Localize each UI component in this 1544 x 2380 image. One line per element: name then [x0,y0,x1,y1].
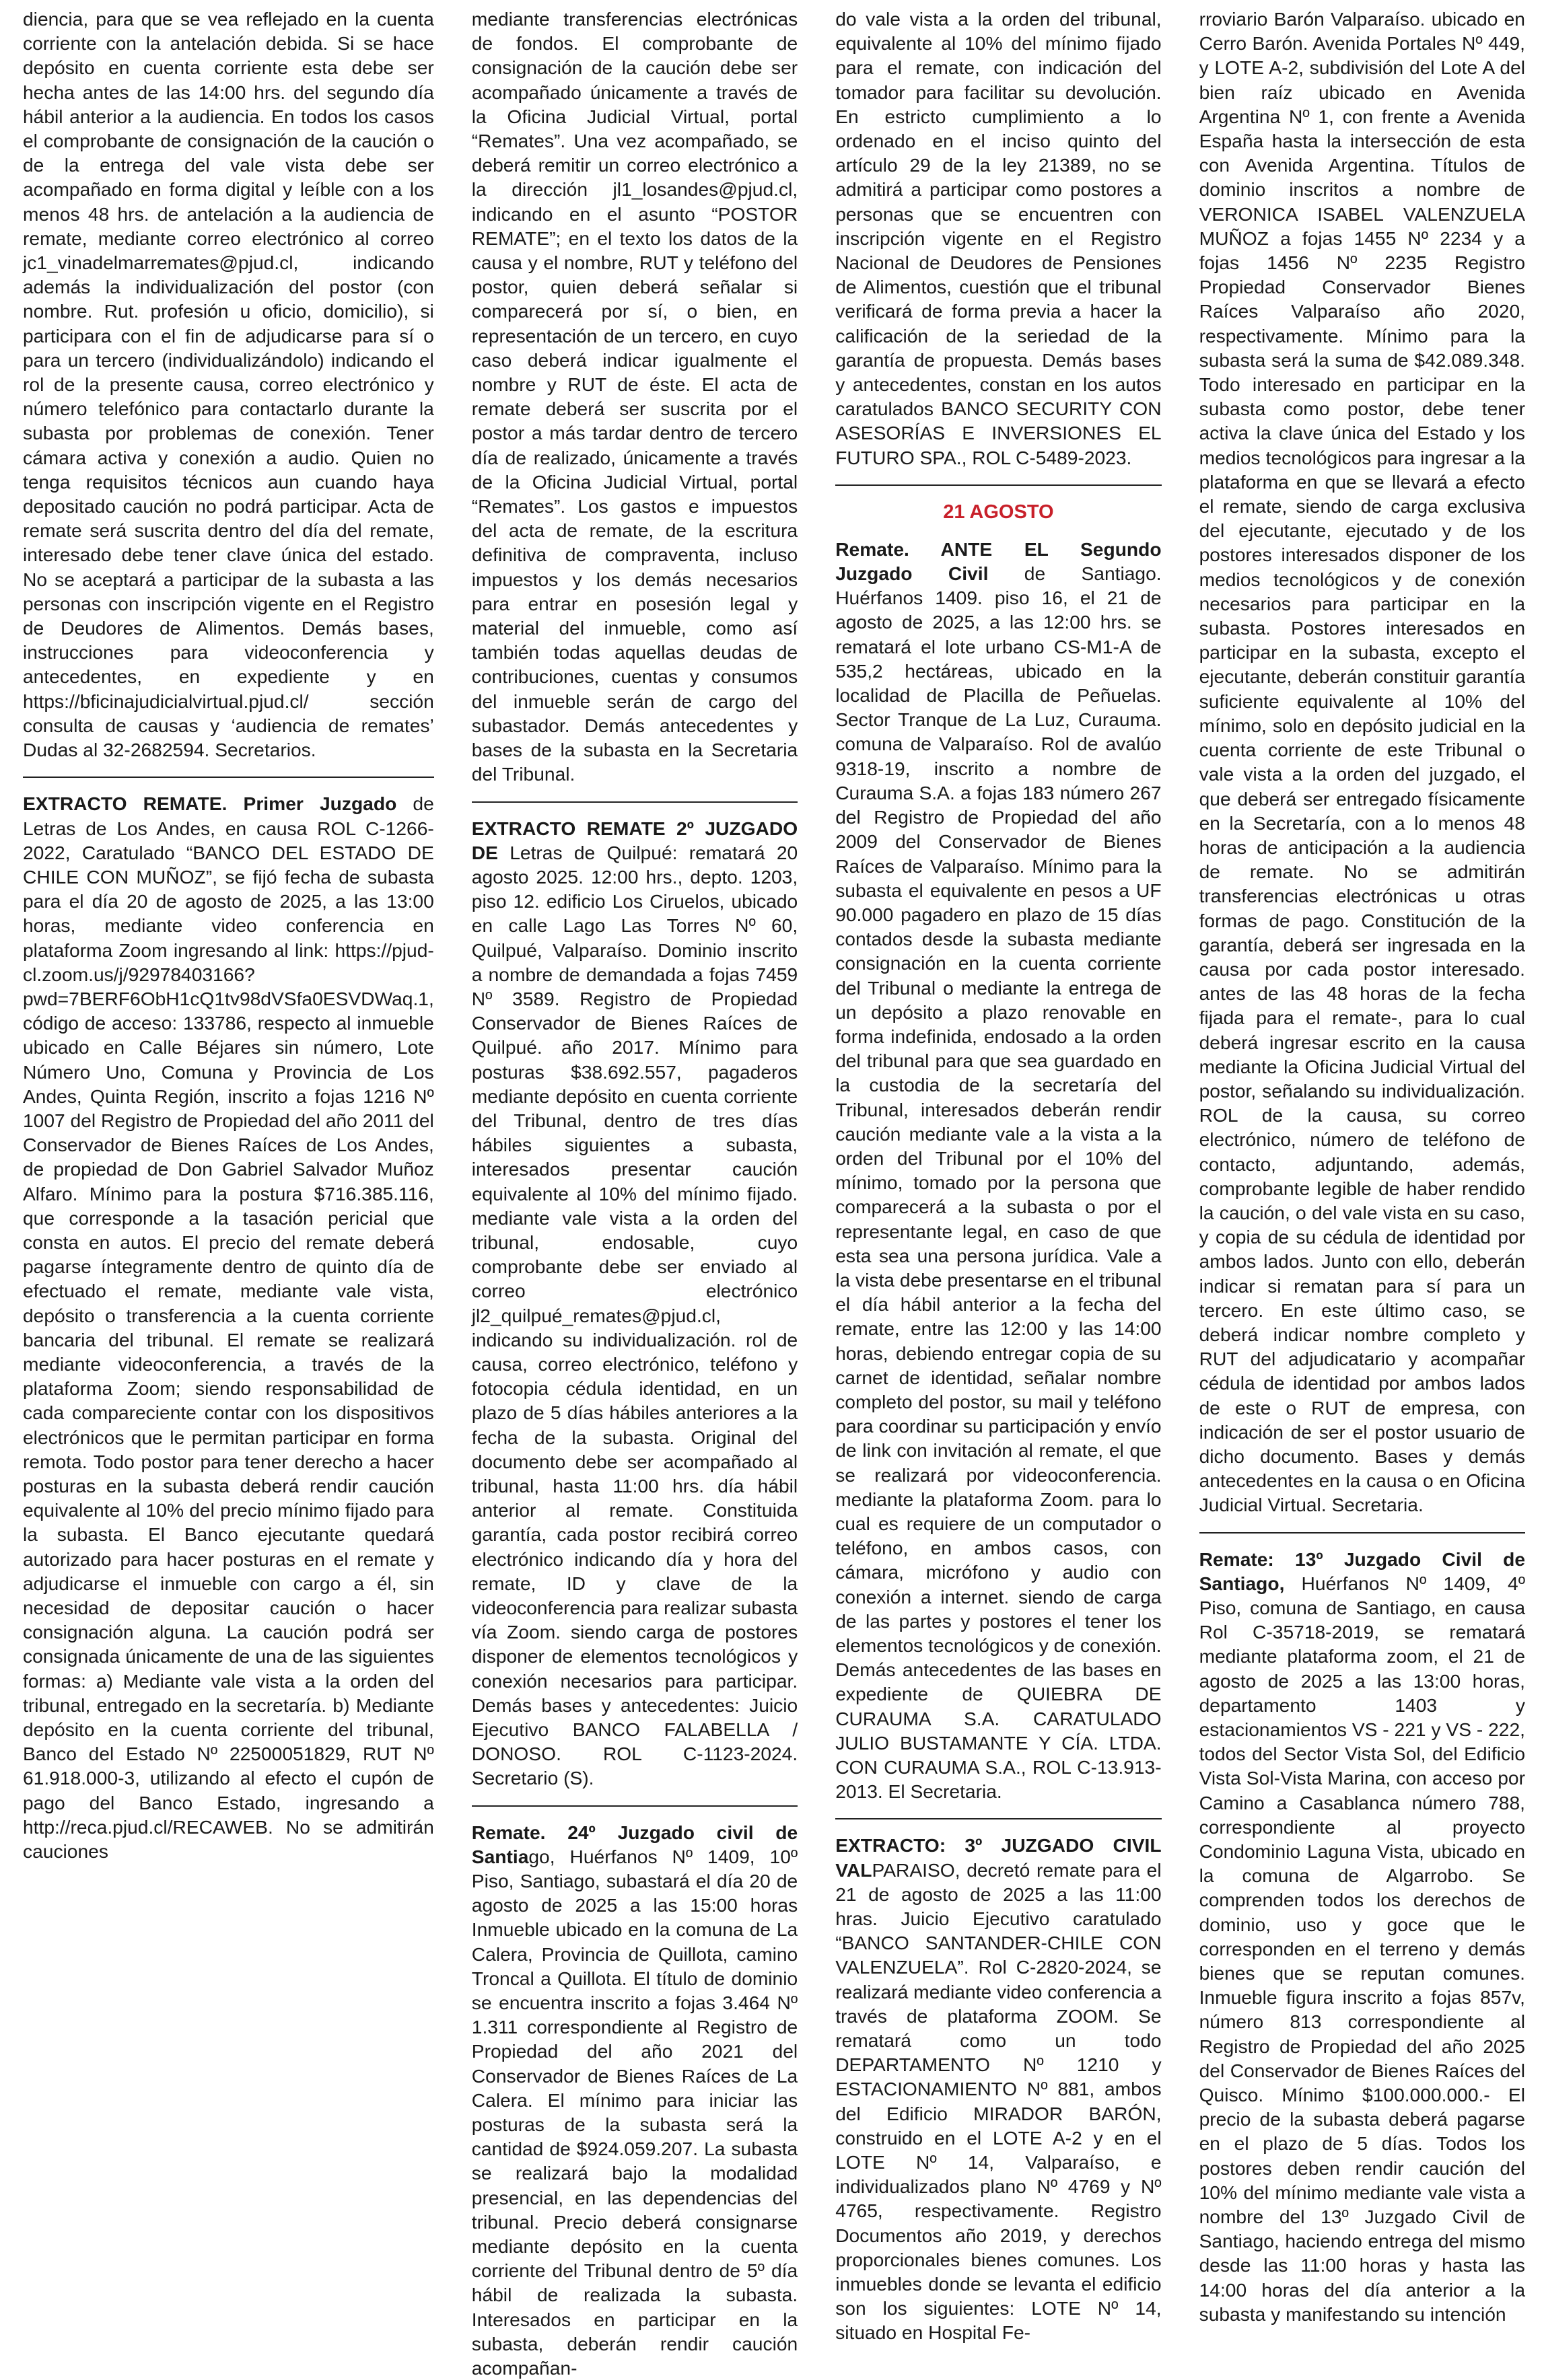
notice-body: de Letras de Los Andes, en causa ROL C-1266-2022, Caratulado “BANCO DEL ESTADO DE CHILE CON MUÑOZ”, se fijó fecha de subasta para el día 20 de agosto de 2025, a las 13:00 horas, mediante video conferencia en plataforma Zoom ingresando al link: https://pjud-cl.zoom.us/j/92978403166?pwd=7BERF6ObH1cQ1tv98dVSfa0ESVDWaq.1, código de acceso: 133786, respecto al inmueble ubicado en Calle Béjares sin número, Lote Número Uno, Comuna y Provincia de Los Andes, Quinta Región, inscrito a fojas 1216 Nº 1007 del Registro de Propiedad del año 2011 del Conservador de Bienes Raíces de Los Andes, de propiedad de Don Gabriel Salvador Muñoz Alfaro. Mínimo para la postura $716.385.116, que corresponde a la tasación pericial que consta en autos. El precio del remate deberá pagarse íntegramente dentro de quinto día de efectuado el remate, mediante vale vista, depósito o transferencia a la cuenta corriente bancaria del tribunal. El remate se realizará mediante videoconferencia, a través de la plataforma Zoom; siendo responsabilidad de cada compareciente contar con los dispositivos electrónicos que le permitan participar en forma remota. Todo postor para tener derecho a hacer posturas en la subasta deberá rendir caución equivalente al 10% del precio mínimo fijado para la subasta. El Banco ejecutante quedará autorizado para hacer posturas en el remate y adjudicarse el inmueble con cargo a él, sin necesidad de depositar caución o hacer consignación alguna. La caución podrá ser consignada únicamente de una de las siguientes formas: a) Mediante vale vista a la orden del tribunal, entregado en la secretaría. b) Mediante depósito en la cuenta corriente del tribunal, Banco del Estado Nº 22500051829, RUT Nº 61.918.000-3, utilizando al efecto el cupón de pago del Banco Estado, ingresando a http://reca.pjud.cl/RECAWEB. No se admitirán cauciones [23,793,434,1863]
notice-divider [1199,1532,1525,1534]
column-4 [1199,7,1525,2325]
notice-divider [472,801,798,803]
notice-body: de Santiago. Huérfanos 1409. piso 16, el 21 de agosto de 2025, a las 12:00 hrs. se rematará el lote urbano CS-M1-A de 535,2 hectáreas, ubicado en la localidad de Placilla de Peñuelas. Sector Tranque de La Luz, Curauma. comuna de Valparaíso. Rol de avalúo 9318-19, inscrito a nombre de Curauma S.A. a fojas 183 número 267 del Registro de Propiedad del año 2009 del Conservador de Bienes Raíces de Valparaíso. Mínimo para la subasta el equivalente en pesos a UF 90.000 pagadero en plazo de 15 días contados desde la subasta mediante consignación en la cuenta corriente del Tribunal o mediante la entrega de un depósito a plazo renovable en forma indefinida, endosado a la orden del tribunal para que sea guardado en la custodia de la secretaría del Tribunal, interesados deberán rendir caución mediante vale a la vista a la orden del Tribunal por el 10% del mínimo, tomado por la persona que comparecerá a la subasta o por el representante legal, en caso de que esta sea una persona jurídica. Vale a la vista debe presentarse en el tribunal el día hábil anterior a la fecha del remate, entre las 12:00 y las 14:00 horas, debiendo entregar copia de su carnet de identidad, señalar nombre completo del postor, su mail y teléfono para coordinar su participación y envío de link con invitación al remate, el que se realizará por videoconferencia. mediante la plataforma Zoom. para lo cual es requiere de un computador o teléfono, en ambos casos, con cámara, micrófono y audio con conexión a internet. siendo de carga de las partes y postores el tener los elementos tecnológicos y de conexión. Demás antecedentes de las bases en expediente de QUIEBRA DE CURAUMA S.A. CARATULADO JULIO BUSTAMANTE Y CÍA. LTDA. CON CURAUMA S.A., ROL C-13.913-2013. El Secretaria. [835,563,1162,1803]
notice-body: do vale vista a la orden del tribunal, equivalente al 10% del mínimo fijado para el remate, con indicación del tomador para facilitar su devolución. En estricto cumplimiento a lo ordenado en el inciso quinto del artículo 29 de la ley 21389, no se admitirá a participar como postores a personas que se encuentren con inscripción vigente en el Registro Nacional de Deudores de Pensiones de Alimentos, cuestión que el tribunal verificará de forma previa a hacer la calificación de la seriedad de la garantía de propuesta. Demás bases y antecedentes, constan en los autos caratulados BANCO SECURITY CON ASESORÍAS E INVERSIONES EL FUTURO SPA., ROL C-5489-2023. [835,8,1162,468]
notice-lead: Remate: 13º Juzgado Civil de Santiago, [1199,1548,1525,1594]
notice-lead: EXTRACTO REMATE. Primer Juzgado [23,793,397,815]
notice-body: mediante transferencias electrónicas de fondos. El comprobante de consignación de la caución debe ser acompañado únicamente a través de la Oficina Judicial Virtual, portal “Remates”. Una vez acompañado, se deberá remitir un correo electrónico a la dirección jl1_losandes@pjud.cl, indicando en el asunto “POSTOR REMATE”; en el texto los datos de la causa y el nombre, RUT y teléfono del postor, quien deberá señalar si comparecerá por sí, o bien, en representación de un tercero, en cuyo caso deberá indicar igualmente el nombre y RUT de éste. El acta de remate deberá ser suscrita por el postor a más tardar dentro de tercero día de realizado, únicamente a través de la Oficina Judicial Virtual, portal “Remates”. Los gastos e impuestos del acta de remate, de la escritura definitiva de compraventa, incluso impuestos y los demás necesarios para entrar en posesión legal y material del inmueble, como así también todas aquellas deudas de contribuciones, cuentas y consumos del inmueble serán de cargo del subastador. Demás antecedentes y bases de la subasta en la Secretaria del Tribunal. [471,8,798,785]
legal-notice [1199,7,1525,1517]
notice-divider [835,1818,1161,1819]
legal-notice [1199,1547,1525,2327]
legal-notice [835,537,1161,1804]
notice-divider [472,1805,798,1807]
legal-notice [23,7,434,762]
notice-body: rroviario Barón Valparaíso. ubicado en Cerro Barón. Avenida Portales Nº 449, y LOTE A-2, subdivisión del Lote A del bien raíz ubicado en Avenida Argentina Nº 1, con frente a Avenida España hasta la intersección de esta con Avenida Argentina. Títulos de dominio inscritos a nombre de VERONICA ISABEL VALENZUELA MUÑOZ a fojas 1455 Nº 2234 y a fojas 1456 Nº 2235 Registro Propiedad Conservador Bienes Raíces Valparaíso año 2020, respectivamente. Mínimo para la subasta será la suma de $42.089.348. Todo interesado en participar en la subasta como postor, debe tener activa la clave única del Estado y los medios tecnológicos para ingresar a la plataforma en que se llevará a efecto el remate, siendo de carga exclusiva del ejecutante, ejecutado y de los postores interesados disponer de los medios tecnológicos y de conexión necesarios para participar en la subasta. Postores interesados en participar en la subasta, excepto el ejecutante, deberán constituir garantía suficiente equivalente al 10% del mínimo, solo en depósito judicial en la cuenta corriente de este Tribunal o vale vista a la orden del juzgado, el que deberá ser entregado físicamente en la Secretaría, con a lo menos 48 horas de anticipación a la audiencia de remate. No se admitirán transferencias electrónicas u otras formas de pago. Constitución de la garantía, deberá ser ingresada en la causa por cada postor interesado. antes de las 48 horas de la fecha fijada para el remate-, para lo cual deberá ingresar escrito en la causa mediante la Oficina Judicial Virtual del postor, señalando su individualización. ROL de la causa, su correo electrónico, número de teléfono de contacto, adjuntando, además, comprobante legible de haber rendido la caución, o del vale vista en su caso, y copia de su cédula de identidad por ambos lados. Junto con ello, deberán indicar si rematan para sí para un tercero. En este último caso, se deberá indicar nombre completo y RUT del adjudicatario y acompañar cédula de identidad por ambos lados de este o RUT de empresa, con indicación de ser el postor usuario de dicho documento. Bases y demás antecedentes en la causa o en Oficina Judicial Virtual. Secretaria. [1199,8,1525,1516]
column-3 [835,7,1162,2344]
column-2 [471,7,798,2379]
column-1 [23,7,434,2151]
legal-notice [835,1833,1161,2344]
notice-body: diencia, para que se vea reflejado en la cuenta corriente con la antelación debida. Si se hace depósito en cuenta corriente esta debe ser hecha antes de las 14:00 hrs. del segundo día hábil anterior a la audiencia. En todos los casos el comprobante de consignación de la caución o de la entrega del vale vista debe ser acompañado en forma digital y leíble con a los menos 48 hrs. de antelación a la audiencia de remate, mediante correo electrónico al correo jc1_vinadelmarremates@pjud.cl, indicando además la individualización del postor (con nombre. Rut. profesión u oficio, domicilio), si participara con el fin de adjudicarse para sí o para un tercero (individualizándolo) indicando el rol de la presente causa, correo electrónico y número telefónico para contactarlo durante la subasta por problemas de conexión. Tener cámara activa y conexión a audio. Quien no tenga requisitos técnicos aun cuando haya depositado caución no podrá participar. Acta de remate será suscrita dentro del día del remate, interesado debe tener clave única del estado. No se aceptará a participar de la subasta a las personas con inscripción vigente en el Registro de Deudores de Alimentos. Demás bases, instrucciones para videoconferencia y antecedentes, en expediente y en https://bficinajudicialvirtual.pjud.cl/ sección consulta de causas y ‘audiencia de remates’ Dudas al 32-2682594. Secretarios. [23,8,434,761]
notice-lead: Remate. ANTE EL Segundo Juzgado Civil [835,538,1162,585]
notice-lead: EXTRACTO REMATE 2º JUZGADO DE [471,817,798,863]
notice-body: go, Huérfanos Nº 1409, 10º Piso, Santiago, subastará el día 20 de agosto de 2025 a las 15:00 horas Inmueble ubicado en la comuna de La Calera, Provincia de Quillota, camino Troncal a Quillota. El título de dominio se encuentra inscrito a fojas 3.464 Nº 1.311 correspondiente al Registro de Propiedad del año 2021 del Conservador de Bienes Raíces de La Calera. El mínimo para iniciar las posturas de la subasta será la cantidad de $924.059.207. La subasta se realizará bajo la modalidad presencial, en las dependencias del tribunal. Precio deberá consignarse mediante depósito en la cuenta corriente del Tribunal dentro de 5º día hábil de realizada la subasta. Interesados en participar en la subasta, deberán rendir caución acompañan- [471,1845,798,2379]
notice-divider [23,777,434,778]
notice-divider [835,484,1161,486]
notice-lead: EXTRACTO: 3º JUZGADO CIVIL VAL [835,1834,1162,1881]
legal-notice [23,791,434,1863]
notice-body: PARAISO, decretó remate para el 21 de agosto de 2025 a las 11:00 hras. Juicio Ejecutivo caratulado “BANCO SANTANDER-CHILE CON VALENZUELA”. Rol C-2820-2024, se realizará mediante video conferencia a través de plataforma ZOOM. Se rematará como un todo DEPARTAMENTO Nº 1210 y ESTACIONAMIENTO Nº 881, ambos del Edificio MIRADOR BARÓN, construido en el LOTE A-2 y en el LOTE Nº 14, Valparaíso, e individualizados plano Nº 4769 y Nº 4765, respectivamente. Registro Documentos año 2019, y derechos proporcionales bienes comunes. Los inmuebles donde se levanta el edificio son los siguientes: LOTE Nº 14, situado en Hospital Fe- [835,1859,1162,2344]
legal-notice [472,7,798,787]
notice-body: Letras de Quilpué: rematará 20 agosto 2025. 12:00 hrs., depto. 1203, piso 12. edificio Los Ciruelos, ubicado en calle Lago Las Torres Nº 60, Quilpué, Valparaíso. Dominio inscrito a nombre de demandada a fojas 7459 Nº 3589. Registro de Propiedad Conservador de Bienes Raíces de Quilpué. año 2017. Mínimo para posturas $38.692.557, pagaderos mediante depósito en cuenta corriente del Tribunal, dentro de tres días hábiles siguientes a subasta, interesados presentar caución equivalente al 10% del mínimo fijado. mediante vale vista a la orden del tribunal, endosable, cuyo comprobante debe ser enviado al correo electrónico jl2_quilpué_remates@pjud.cl, indicando su individualización. rol de causa, correo electrónico, teléfono y fotocopia cédula identidad, en un plazo de 5 días hábiles anteriores a la fecha de la subasta. Original del documento debe ser acompañado al tribunal, hasta 11:00 hrs. día hábil anterior al remate. Constituida garantía, cada postor recibirá correo electrónico indicando día y hora del remate, ID y clave de la videoconferencia para realizar subasta vía Zoom. siendo carga de postores disponer de elementos tecnológicos y conexión necesarios para participar. Demás bases y antecedentes: Juicio Ejecutivo BANCO FALABELLA / DONOSO. ROL C-1123-2024. Secretario (S). [471,841,798,1789]
notice-body: Huérfanos Nº 1409, 4º Piso, comuna de Santiago, en causa Rol C-35718-2019, se rematará mediante plataforma zoom, el 21 de agosto de 2025 a las 13:00 horas, departamento 1403 y estacionamientos VS - 221 y VS - 222, todos del Sector Vista Sol, del Edificio Vista Sol-Vista Marina, con acceso por Camino a Casablanca número 788, correspondiente al proyecto Condominio Laguna Vista, ubicado en la comuna de Algarrobo. Se comprenden todos los derechos de dominio, uso y goce que le corresponden en el terreno y demás bienes que se reputan comunes. Inmueble figura inscrito a fojas 857v, número 813 correspondiente al Registro de Propiedad del año 2025 del Conservador de Bienes Raíces del Quisco. Mínimo $100.000.000.- El precio de la subasta deberá pagarse en el plazo de 5 días. Todos los postores deben rendir caución del 10% del mínimo mediante vale vista a nombre del 13º Juzgado Civil de Santiago, haciendo entrega del mismo desde las 11:00 horas y hasta las 14:00 horas del día anterior a la subasta y manifestando su intención [1199,1572,1525,2325]
legal-notice [472,816,798,1791]
legal-notice [472,1820,798,2380]
notice-lead: Remate. 24º Juzgado civil de Santia [471,1821,798,1867]
legal-notice [835,7,1161,470]
date-section-header: 21 AGOSTO [943,501,1054,523]
